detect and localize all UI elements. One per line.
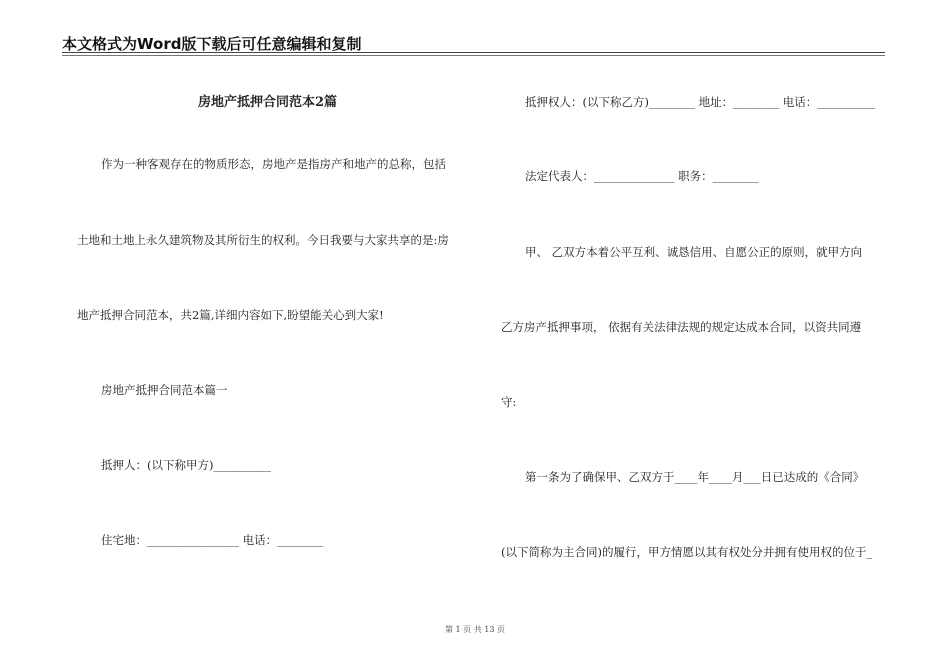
mortgagee-field: 抵押权人：(以下称乙方)________ 地址：________ 电话：__________ xyxy=(525,95,875,109)
mortgagor-field: 抵押人：(以下称甲方)__________ xyxy=(101,458,271,472)
left-paragraph-line: 土地和土地上永久建筑物及其所衍生的权利。今日我要与大家共享的是:房 xyxy=(77,233,449,247)
legal-representative-field: 法定代表人：______________ 职务：________ xyxy=(525,169,759,183)
download-banner: 本文格式为Word版下载后可任意编辑和复制 xyxy=(62,35,362,53)
article-one-line: 第一条为了确保甲、乙双方于____年____月___日已达成的《合同》 xyxy=(525,470,865,484)
left-paragraph-line: 作为一种客观存在的物质形态，房地产是指房产和地产的总称，包括 xyxy=(101,157,446,171)
right-paragraph-line: 甲、 乙双方本着公平互利、诚恳信用、自愿公正的原则，就甲方向 xyxy=(525,245,863,259)
page-number: 第 1 页 共 13 页 xyxy=(445,625,505,634)
left-paragraph-line: 地产抵押合同范本，共2篇,详细内容如下,盼望能关心到大家! xyxy=(77,308,384,322)
article-one-line: (以下简称为主合同)的履行，甲方情愿以其有权处分并拥有使用权的位于_ xyxy=(501,545,873,559)
header-rule-thick xyxy=(62,52,885,53)
residence-phone-field: 住宅地：________________ 电话：________ xyxy=(101,533,324,547)
section-heading: 房地产抵押合同范本篇一 xyxy=(101,383,228,397)
right-paragraph-line: 乙方房产抵押事项， 依据有关法律法规的规定达成本合同，以资共同遵 xyxy=(501,320,862,334)
document-title: 房地产抵押合同范本2篇 xyxy=(197,95,338,110)
right-paragraph-line: 守: xyxy=(501,395,517,409)
header-rule-thin xyxy=(62,55,885,56)
